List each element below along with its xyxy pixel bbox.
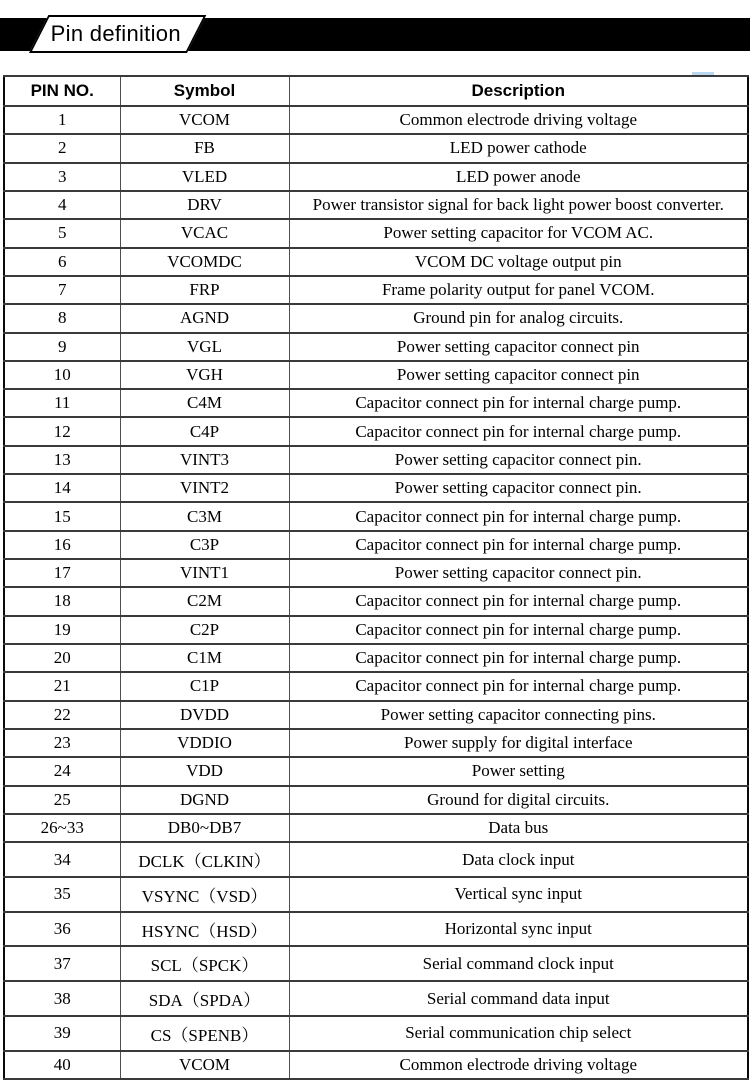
table-row bbox=[4, 333, 748, 361]
table-header-row bbox=[4, 76, 748, 106]
symbol-cell: C3P bbox=[120, 531, 289, 559]
description-cell: Power setting capacitor connect pin. bbox=[289, 559, 748, 587]
table-row bbox=[4, 134, 748, 162]
description-cell: Capacitor connect pin for internal charge pump. bbox=[289, 389, 748, 417]
symbol-cell: HSYNC（HSD） bbox=[120, 912, 289, 947]
table-row bbox=[4, 1051, 748, 1079]
pin-cell: 37 bbox=[4, 946, 120, 981]
table-row bbox=[4, 417, 748, 445]
pin-cell: 39 bbox=[4, 1016, 120, 1051]
table-row bbox=[4, 981, 748, 1016]
description-cell: LED power anode bbox=[289, 163, 748, 191]
table-row bbox=[4, 559, 748, 587]
description-cell: Power setting capacitor for VCOM AC. bbox=[289, 219, 748, 247]
description-cell: LED power cathode bbox=[289, 134, 748, 162]
symbol-cell: VGH bbox=[120, 361, 289, 389]
description-cell: Capacitor connect pin for internal charge pump. bbox=[289, 502, 748, 530]
column-header-pin-no: PIN NO. bbox=[4, 76, 120, 106]
table-row bbox=[4, 946, 748, 981]
symbol-cell: VDDIO bbox=[120, 729, 289, 757]
pin-cell: 38 bbox=[4, 981, 120, 1016]
description-cell: Power setting capacitor connect pin. bbox=[289, 474, 748, 502]
symbol-cell: VSYNC（VSD） bbox=[120, 877, 289, 912]
pin-cell: 18 bbox=[4, 587, 120, 615]
symbol-cell: VCOMDC bbox=[120, 248, 289, 276]
table-header bbox=[4, 76, 748, 106]
pin-cell: 24 bbox=[4, 757, 120, 785]
pin-definition-table bbox=[3, 75, 749, 1080]
description-cell: Power setting capacitor connecting pins. bbox=[289, 701, 748, 729]
symbol-cell: VINT1 bbox=[120, 559, 289, 587]
table-row bbox=[4, 219, 748, 247]
symbol-cell: C1M bbox=[120, 644, 289, 672]
symbol-cell: C1P bbox=[120, 672, 289, 700]
description-cell: Capacitor connect pin for internal charge pump. bbox=[289, 672, 748, 700]
description-cell: Horizontal sync input bbox=[289, 912, 748, 947]
table-row bbox=[4, 616, 748, 644]
symbol-cell: C2P bbox=[120, 616, 289, 644]
description-cell: Power supply for digital interface bbox=[289, 729, 748, 757]
pin-cell: 20 bbox=[4, 644, 120, 672]
symbol-cell: CS（SPENB） bbox=[120, 1016, 289, 1051]
symbol-cell: DB0~DB7 bbox=[120, 814, 289, 842]
column-header-description: Description bbox=[289, 76, 748, 106]
table-row bbox=[4, 912, 748, 947]
description-cell: Capacitor connect pin for internal charge pump. bbox=[289, 417, 748, 445]
symbol-cell: FB bbox=[120, 134, 289, 162]
table-row bbox=[4, 163, 748, 191]
symbol-cell: C4P bbox=[120, 417, 289, 445]
description-cell: Power setting capacitor connect pin bbox=[289, 333, 748, 361]
pin-cell: 1 bbox=[4, 106, 120, 134]
description-cell: Data clock input bbox=[289, 842, 748, 877]
symbol-cell: VGL bbox=[120, 333, 289, 361]
pin-cell: 13 bbox=[4, 446, 120, 474]
pin-cell: 2 bbox=[4, 134, 120, 162]
table-row bbox=[4, 877, 748, 912]
pin-cell: 25 bbox=[4, 786, 120, 814]
table-row bbox=[4, 276, 748, 304]
table-row bbox=[4, 502, 748, 530]
symbol-cell: DVDD bbox=[120, 701, 289, 729]
symbol-cell: C2M bbox=[120, 587, 289, 615]
description-cell: Power transistor signal for back light power boost converter. bbox=[289, 191, 748, 219]
table-row bbox=[4, 531, 748, 559]
description-cell: Capacitor connect pin for internal charge pump. bbox=[289, 644, 748, 672]
symbol-cell: DCLK（CLKIN） bbox=[120, 842, 289, 877]
table-row bbox=[4, 389, 748, 417]
table-row bbox=[4, 814, 748, 842]
description-cell: VCOM DC voltage output pin bbox=[289, 248, 748, 276]
pin-cell: 10 bbox=[4, 361, 120, 389]
table-row bbox=[4, 587, 748, 615]
column-header-symbol: Symbol bbox=[120, 76, 289, 106]
description-cell: Serial communication chip select bbox=[289, 1016, 748, 1051]
symbol-cell: C3M bbox=[120, 502, 289, 530]
description-cell: Common electrode driving voltage bbox=[289, 106, 748, 134]
pin-cell: 8 bbox=[4, 304, 120, 332]
description-cell: Ground pin for analog circuits. bbox=[289, 304, 748, 332]
symbol-cell: SCL（SPCK） bbox=[120, 946, 289, 981]
pin-cell: 11 bbox=[4, 389, 120, 417]
pin-cell: 9 bbox=[4, 333, 120, 361]
table-row bbox=[4, 786, 748, 814]
symbol-cell: VINT3 bbox=[120, 446, 289, 474]
description-cell: Power setting capacitor connect pin bbox=[289, 361, 748, 389]
table-row bbox=[4, 446, 748, 474]
pin-cell: 36 bbox=[4, 912, 120, 947]
table-row bbox=[4, 106, 748, 134]
table-row bbox=[4, 644, 748, 672]
description-cell: Capacitor connect pin for internal charge pump. bbox=[289, 616, 748, 644]
pin-cell: 16 bbox=[4, 531, 120, 559]
description-cell: Serial command data input bbox=[289, 981, 748, 1016]
pin-cell: 21 bbox=[4, 672, 120, 700]
symbol-cell: DGND bbox=[120, 786, 289, 814]
table-row bbox=[4, 729, 748, 757]
table-row bbox=[4, 672, 748, 700]
pin-cell: 12 bbox=[4, 417, 120, 445]
description-cell: Power setting bbox=[289, 757, 748, 785]
section-title: Pin definition bbox=[50, 21, 181, 46]
pin-cell: 6 bbox=[4, 248, 120, 276]
symbol-cell: VDD bbox=[120, 757, 289, 785]
pin-cell: 17 bbox=[4, 559, 120, 587]
description-cell: Common electrode driving voltage bbox=[289, 1051, 748, 1079]
table-row bbox=[4, 701, 748, 729]
table-row bbox=[4, 304, 748, 332]
symbol-cell: VINT2 bbox=[120, 474, 289, 502]
pin-cell: 22 bbox=[4, 701, 120, 729]
table-row bbox=[4, 757, 748, 785]
pin-cell: 40 bbox=[4, 1051, 120, 1079]
symbol-cell: VCOM bbox=[120, 106, 289, 134]
table-row bbox=[4, 248, 748, 276]
table-row bbox=[4, 191, 748, 219]
description-cell: Vertical sync input bbox=[289, 877, 748, 912]
symbol-cell: SDA（SPDA） bbox=[120, 981, 289, 1016]
pin-cell: 23 bbox=[4, 729, 120, 757]
pin-cell: 19 bbox=[4, 616, 120, 644]
section-title-tag bbox=[29, 15, 206, 53]
table-row bbox=[4, 474, 748, 502]
pin-cell: 7 bbox=[4, 276, 120, 304]
symbol-cell: AGND bbox=[120, 304, 289, 332]
pin-cell: 35 bbox=[4, 877, 120, 912]
pin-cell: 34 bbox=[4, 842, 120, 877]
pin-cell: 14 bbox=[4, 474, 120, 502]
description-cell: Capacitor connect pin for internal charge pump. bbox=[289, 587, 748, 615]
pin-cell: 26~33 bbox=[4, 814, 120, 842]
pin-cell: 5 bbox=[4, 219, 120, 247]
description-cell: Serial command clock input bbox=[289, 946, 748, 981]
symbol-cell: VLED bbox=[120, 163, 289, 191]
description-cell: Ground for digital circuits. bbox=[289, 786, 748, 814]
pin-cell: 4 bbox=[4, 191, 120, 219]
symbol-cell: VCOM bbox=[120, 1051, 289, 1079]
table-row bbox=[4, 361, 748, 389]
description-cell: Power setting capacitor connect pin. bbox=[289, 446, 748, 474]
description-cell: Data bus bbox=[289, 814, 748, 842]
pin-cell: 3 bbox=[4, 163, 120, 191]
symbol-cell: FRP bbox=[120, 276, 289, 304]
table-row bbox=[4, 1016, 748, 1051]
symbol-cell: C4M bbox=[120, 389, 289, 417]
table-row bbox=[4, 842, 748, 877]
symbol-cell: DRV bbox=[120, 191, 289, 219]
description-cell: Frame polarity output for panel VCOM. bbox=[289, 276, 748, 304]
symbol-cell: VCAC bbox=[120, 219, 289, 247]
table-body bbox=[4, 106, 748, 1079]
description-cell: Capacitor connect pin for internal charge pump. bbox=[289, 531, 748, 559]
pin-cell: 15 bbox=[4, 502, 120, 530]
